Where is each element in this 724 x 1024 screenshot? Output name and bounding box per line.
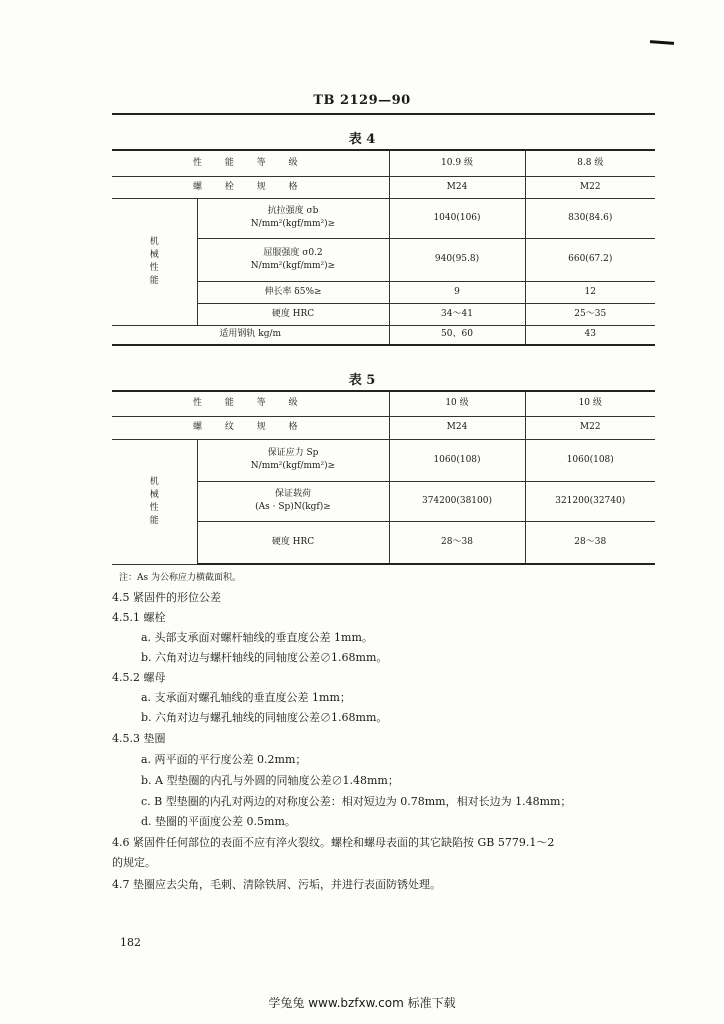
table5-proof-load-col1: 374200(38100) [389, 481, 525, 521]
section-4-5-1: 4.5.1 螺栓 [112, 611, 166, 624]
table5-caption: 表 5 [348, 373, 376, 388]
section-4-6-line1: 4.6 紧固件任何部位的表面不应有淬火裂纹。螺栓和螺母表面的其它缺陷按 GB 5779.1～2 [112, 836, 555, 849]
item-4-5-1-a: a. 头部支承面对螺杆轴线的垂直度公差 1mm。 [141, 631, 373, 644]
site-footer: 学兔兔 www.bzfxw.com 标准下载 [268, 996, 456, 1010]
table5-proof-stress-label: 保证应力 Sp N/mm²(kgf/mm²)≥ [197, 439, 389, 481]
page-number: 182 [120, 936, 141, 949]
table4-yield-col1: 940(95.8) [389, 238, 525, 281]
document-code: TB 2129—90 [313, 93, 411, 108]
table4-spec-col1: M24 [389, 176, 525, 198]
table5-proof-load-col2: 321200(32740) [525, 481, 655, 521]
table4-rail-label: 适用钢轨 kg/m [112, 325, 389, 345]
table4 [112, 149, 655, 346]
table4-tensile-col2: 830(84.6) [525, 198, 655, 238]
table4-hardness-col1: 34～41 [389, 303, 525, 325]
table5-spec-col2: M22 [525, 416, 655, 439]
table5-spec-label: 螺 纹 规 格 [112, 416, 389, 439]
section-4-7: 4.7 垫圈应去尖角，毛刺、清除铁屑、污垢，并进行表面防锈处理。 [112, 878, 441, 891]
item-4-5-3-c: c. B 型垫圈的内孔对两边的对称度公差：相对短边为 0.78mm，相对长边为 1.48mm； [141, 795, 572, 808]
table5 [112, 390, 655, 565]
table4-spec-col2: M22 [525, 176, 655, 198]
table5-hardness-col2: 28～38 [525, 521, 655, 564]
item-4-5-1-b: b. 六角对边与螺杆轴线的同轴度公差∅1.68mm。 [141, 651, 388, 664]
table4-grade-col1: 10.9 级 [389, 150, 525, 176]
item-4-5-2-a: a. 支承面对螺孔轴线的垂直度公差 1mm； [141, 691, 351, 704]
table4-elongation-col1: 9 [389, 281, 525, 303]
item-4-5-3-d: d. 垫圈的平面度公差 0.5mm。 [141, 815, 296, 828]
table4-yield-label: 屈服强度 σ0.2 N/mm²(kgf/mm²)≥ [197, 238, 389, 281]
table4-grade-label: 性 能 等 级 [112, 150, 389, 176]
table5-proof-stress-col2: 1060(108) [525, 439, 655, 481]
table5-proof-stress-col1: 1060(108) [389, 439, 525, 481]
table5-grade-label: 性 能 等 级 [112, 391, 389, 416]
table4-rail-col2: 43 [525, 325, 655, 345]
table4-rail-col1: 50、60 [389, 325, 525, 345]
table4-tensile-col1: 1040(106) [389, 198, 525, 238]
table4-tensile-label: 抗拉强度 σb N/mm²(kgf/mm²)≥ [197, 198, 389, 238]
table5-spec-col1: M24 [389, 416, 525, 439]
table5-proof-load-label: 保证载荷 (As · Sp)N(kgf)≥ [197, 481, 389, 521]
table4-elongation-col2: 12 [525, 281, 655, 303]
table4-caption: 表 4 [348, 132, 376, 147]
section-4-5: 4.5 紧固件的形位公差 [112, 591, 221, 604]
section-4-5-2: 4.5.2 螺母 [112, 671, 166, 684]
scan-corner-mark [650, 40, 674, 45]
table5-group-label: 机 械 性 能 [112, 439, 197, 564]
table5-hardness-col1: 28～38 [389, 521, 525, 564]
table-note: 注：As 为公称应力横截面积。 [119, 573, 241, 583]
item-4-5-2-b: b. 六角对边与螺孔轴线的同轴度公差∅1.68mm。 [141, 711, 388, 724]
table4-group-label: 机 械 性 能 [112, 198, 197, 325]
item-4-5-3-a: a. 两平面的平行度公差 0.2mm； [141, 753, 307, 766]
table4-hardness-label: 硬度 HRC [197, 303, 389, 325]
table5-hardness-label: 硬度 HRC [197, 521, 389, 564]
item-4-5-3-b: b. A 型垫圈的内孔与外圆的同轴度公差∅1.48mm； [141, 774, 399, 787]
section-4-6-line2: 的规定。 [112, 856, 156, 869]
section-4-5-3: 4.5.3 垫圈 [112, 732, 166, 745]
table5-grade-col1: 10 级 [389, 391, 525, 416]
header-rule [112, 113, 655, 115]
table4-elongation-label: 伸长率 δ5%≥ [197, 281, 389, 303]
table5-grade-col2: 10 级 [525, 391, 655, 416]
table4-yield-col2: 660(67.2) [525, 238, 655, 281]
table4-hardness-col2: 25～35 [525, 303, 655, 325]
table4-spec-label: 螺 栓 规 格 [112, 176, 389, 198]
table4-grade-col2: 8.8 级 [525, 150, 655, 176]
